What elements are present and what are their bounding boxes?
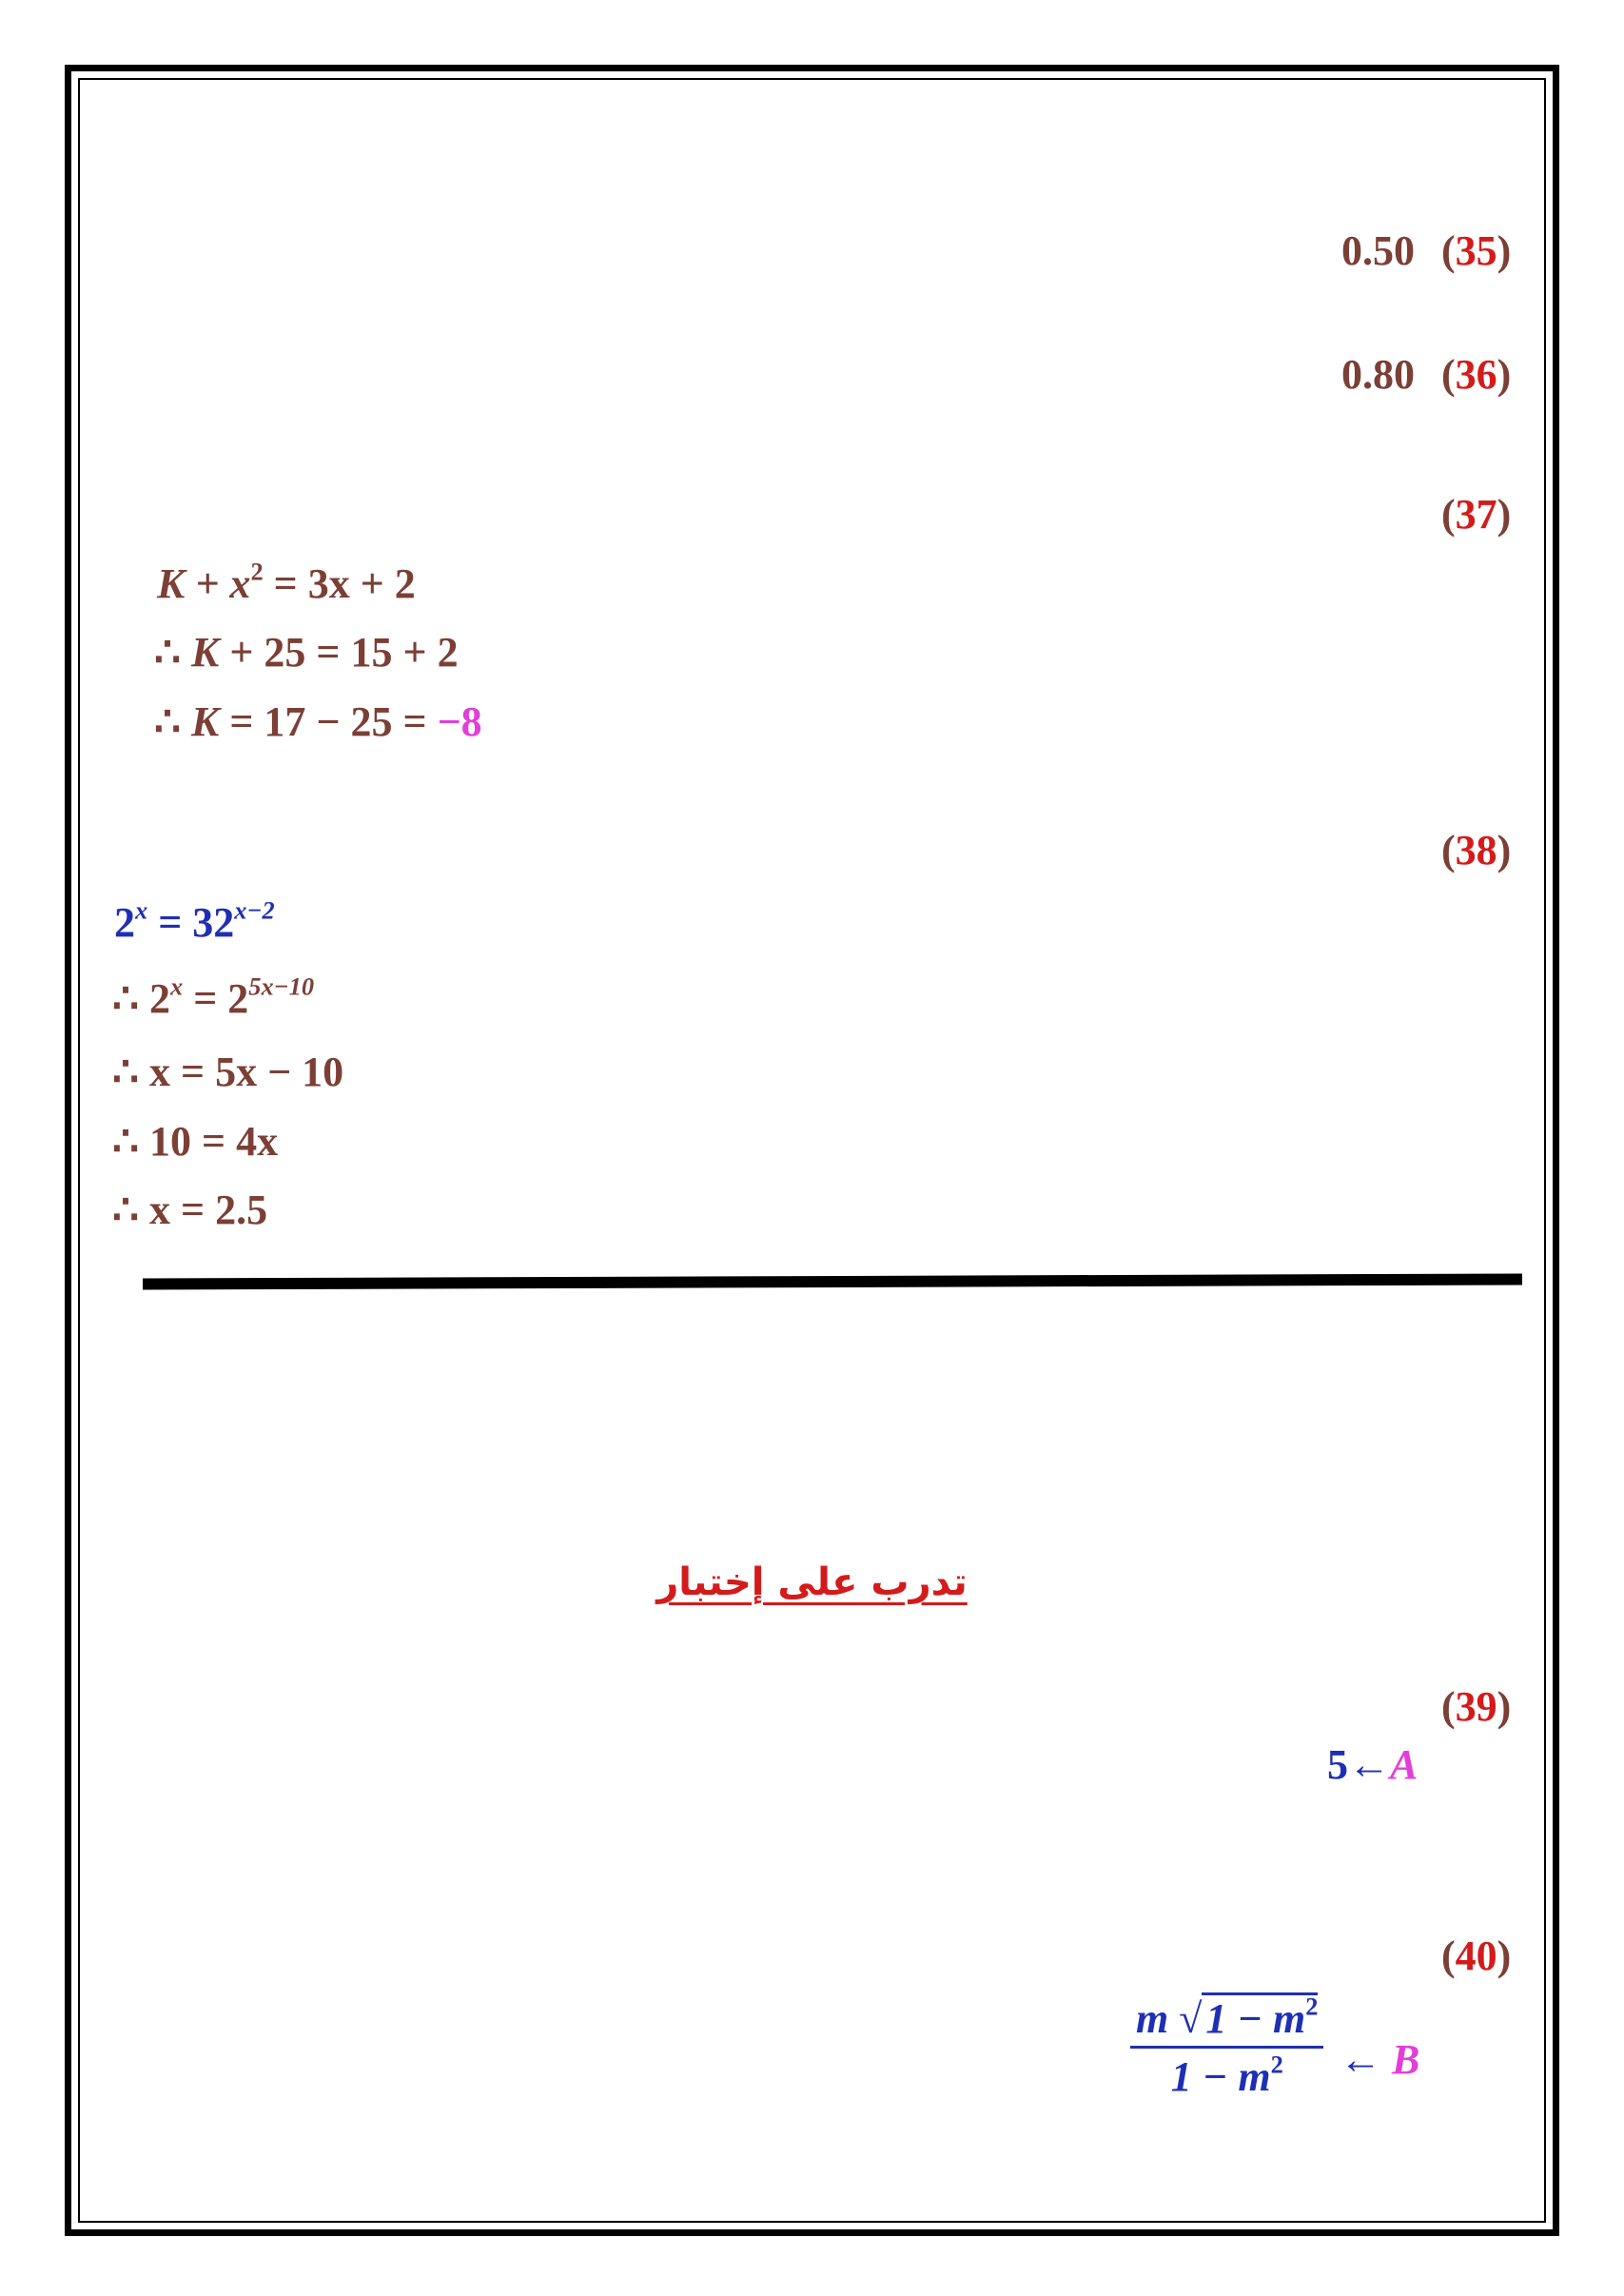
q40-denominator: $1 - m^2$	[1170, 2050, 1283, 2100]
q36-number: (36)	[1441, 351, 1512, 398]
q40-numerator: m $√1 - m^2$	[1130, 1998, 1323, 2049]
q39-arrow-icon: ←	[1348, 1741, 1390, 1788]
q35-answer: 0.50	[1341, 227, 1415, 274]
section-heading: تدرب على إختبار	[656, 1560, 968, 1604]
q38-equation-line-1: $2^x = 32^{x-2}$	[114, 895, 275, 946]
q38-number: (38)	[1441, 827, 1512, 873]
q38-equation-line-4: ∴ 10 = 4x	[112, 1118, 279, 1165]
q36-answer: 0.80	[1341, 351, 1415, 398]
q38-equation-line-2: ∴ $2^x = 2^{5x-10}$	[112, 971, 315, 1022]
q40-answer-choice	[1340, 2036, 1420, 2083]
q37-equation-line-1: $K + x^2 = 3x + 2$	[157, 557, 416, 607]
q37-equation-line-2: ∴ K + 25 = 15 + 2	[154, 629, 459, 676]
q37-result: −8	[437, 698, 482, 745]
q35-number: (35)	[1441, 227, 1512, 274]
q40-number: (40)	[1441, 1933, 1512, 1979]
q40-arrow-icon: ←	[1340, 2036, 1381, 2083]
page-border-inner	[78, 78, 1546, 2223]
q38-equation-line-5: ∴ x = 2.5	[112, 1187, 268, 1233]
q37-number: (37)	[1441, 491, 1512, 538]
q39-answer: 5←A	[1327, 1741, 1419, 1788]
q39-choice: A	[1390, 1741, 1419, 1788]
q37-equation-line-3: ∴ K = 17 − 25 = −8	[154, 698, 482, 745]
q40-fraction	[1130, 1992, 1323, 2100]
q40-choice: B	[1392, 2036, 1420, 2083]
q38-equation-line-3: ∴ x = 5x − 10	[112, 1049, 344, 1095]
q39-number: (39)	[1441, 1683, 1512, 1730]
